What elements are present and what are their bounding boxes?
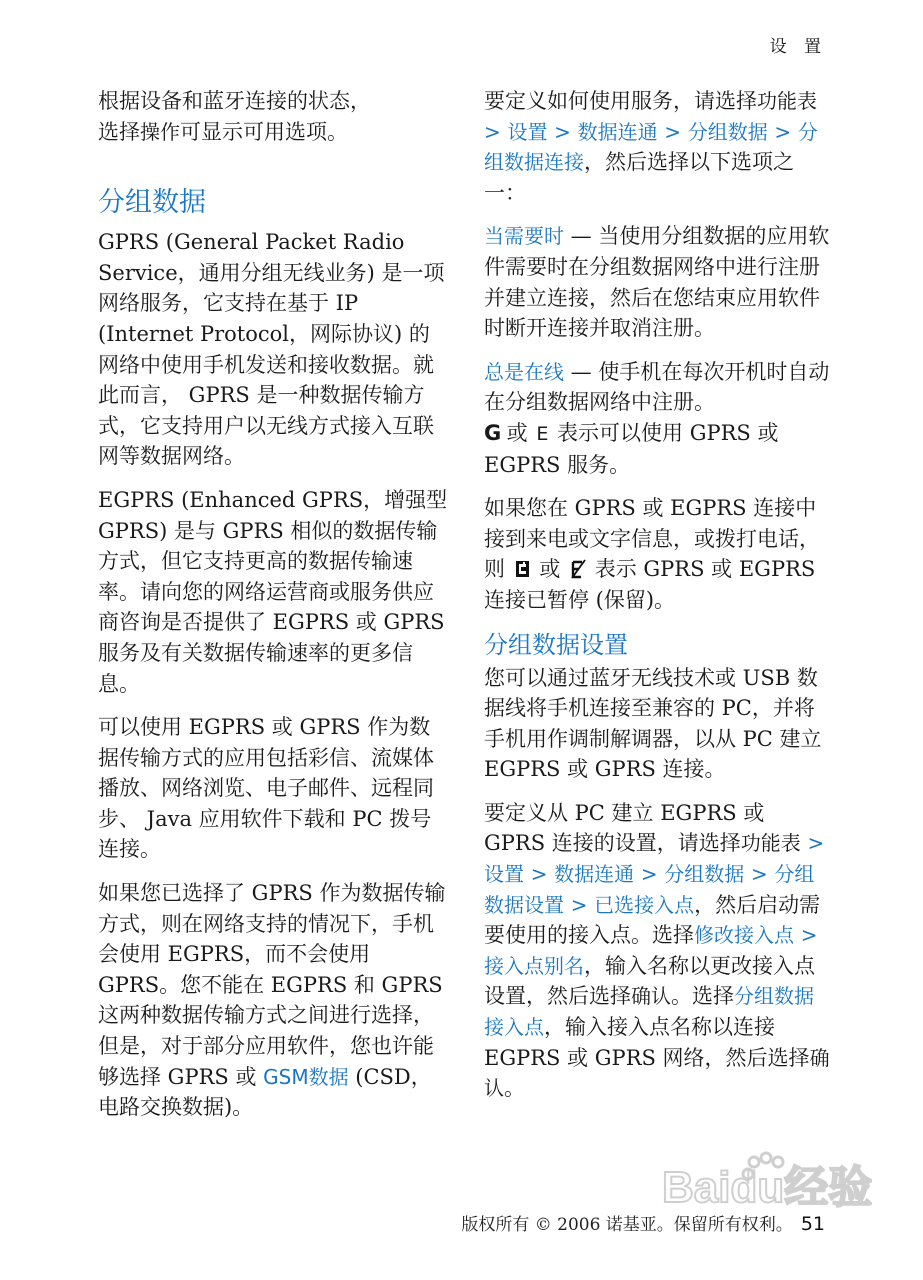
watermark-text: Baidu经验 [662, 1163, 872, 1212]
text-segment: ，输入名称以更改接入点设置，然后选择 [484, 953, 815, 1009]
menu-path-menu: 功能表 [740, 831, 801, 856]
pc-connection-paragraph: 您可以通过蓝牙无线技术或 USB 数据线将手机连接至兼容的 PC，并将手机用作调制解调器，以从 PC 建立 EGPRS 或 GPRS 连接。 [484, 665, 822, 782]
page-footer [0, 1210, 825, 1235]
menu-path-settings[interactable]: 设置 [484, 862, 524, 887]
right-column [484, 86, 830, 1117]
text-segment: 或 [532, 557, 568, 582]
egprs-e-icon: E [536, 422, 549, 445]
path-separator: > [554, 119, 571, 144]
egprs-suspended-icon [570, 557, 585, 577]
option-when-needed [484, 221, 830, 343]
menu-path-packet-data-connection[interactable]: 分组数据连接 [484, 119, 818, 175]
gprs-suspended-icon [515, 557, 530, 577]
service-definition-paragraph [484, 86, 830, 208]
menu-packet-data-access-point[interactable]: 分组数据接入点 [484, 984, 814, 1040]
confirm-option: 确认 [484, 1045, 830, 1101]
path-separator: > [774, 119, 792, 144]
text-segment: 。 [504, 1076, 525, 1101]
menu-path-active-access-point[interactable]: 已选接入点 [594, 892, 695, 917]
menu-path-menu: 功能表 [757, 89, 817, 113]
copyright-text: 版权所有 © 2006 诺基亚。保留所有权利。 [461, 1215, 793, 1235]
section-header: 设 置 [769, 37, 827, 57]
text-segment: 要定义如何使用服务，请选择 [484, 89, 757, 113]
confirm-option: 确认 [631, 984, 671, 1009]
bluetooth-options-paragraph [98, 86, 448, 147]
path-separator: > [800, 923, 818, 948]
text-segment: 要定义从 PC 建立 EGPRS 或 GPRS 连接的设置，请选择 [484, 800, 765, 856]
text-segment: 根据设备和蓝牙连接的状态， [98, 89, 371, 113]
text-segment: 表示 GPRS 或 EGPRS 连接已暂停 (保留)。 [484, 557, 816, 612]
text-segment: ，然后启动需要使用的接入点。选择 [484, 892, 821, 948]
menu-path-connectivity[interactable]: 数据连通 [554, 862, 635, 887]
path-separator: > [807, 831, 825, 856]
page-number: 51 [800, 1213, 825, 1235]
text-segment: ，然后选择以下选项之一： [484, 150, 794, 205]
gprs-g-icon: G [484, 420, 502, 445]
heading-packet-data: 分组数据 [98, 187, 206, 219]
option-term-always-online: 总是在线 [484, 359, 564, 384]
egprs-paragraph: EGPRS (Enhanced GPRS，增强型 GPRS) 是与 GPRS 相似的数据传输方式，但它支持更高的数据传输速率。请向您的网络运营商或服务供应商咨询是否提供了 EGPRS 或 GPRS 服务及有关数据传输速率的更多信息。 [98, 487, 448, 696]
menu-path-packet-data[interactable]: 分组数据 [664, 862, 745, 887]
menu-path-connectivity[interactable]: 数据连通 [577, 119, 658, 144]
path-separator: > [484, 119, 501, 144]
suspended-connection-paragraph [484, 493, 830, 615]
text-segment: 如果您在 GPRS 或 EGPRS 连接中接到来电或文字信息，或拨打电话，则 [484, 496, 820, 582]
path-separator: > [570, 892, 588, 917]
text-segment: 或 [500, 420, 535, 445]
path-separator: > [664, 119, 682, 144]
menu-path-packet-data[interactable]: 分组数据 [687, 119, 768, 144]
path-separator: > [750, 862, 768, 887]
text-segment: 可显示可用选项。 [180, 119, 348, 144]
gprs-selection-paragraph [98, 878, 448, 1123]
menu-access-point-alias[interactable]: 接入点别名 [484, 953, 584, 978]
menu-path-packet-data-settings[interactable]: 分组数据设置 [484, 862, 815, 917]
path-separator: > [640, 862, 658, 887]
text-segment: (CSD，电路交换数据)。 [98, 1064, 432, 1120]
gprs-paragraph: GPRS (General Packet Radio Service，通用分组无线业务) 是一项网络服务，它支持在基于 IP (Internet Protocol，网际协议) 的网络中使用手机发送和接收数据。就此而言， GPRS 是一种数据传输方式，它支持用户以无线方式接入互联网等数据网络。 [98, 230, 445, 469]
left-column [98, 86, 448, 1136]
text-segment: 。选择 [671, 984, 734, 1009]
applications-paragraph: 可以使用 EGPRS 或 GPRS 作为数据传输方式的应用包括彩信、流媒体播放、网络浏览、电子邮件、远程同步、 Java 应用软件下载和 PC 拨号连接。 [98, 715, 434, 862]
gsm-data-link[interactable]: GSM数据 [263, 1064, 349, 1089]
text-segment: ，输入接入点名称以连接 EGPRS 或 GPRS 网络，然后选择 [484, 1015, 810, 1070]
baidu-jingyan-watermark [662, 1150, 872, 1214]
option-always-online [484, 357, 830, 480]
heading-packet-data-settings: 分组数据设置 [484, 630, 628, 659]
menu-path-settings[interactable]: 设置 [507, 119, 548, 144]
option-term-when-needed: 当需要时 [484, 224, 564, 249]
menu-option-operations: 操作 [140, 119, 180, 144]
pc-settings-paragraph [484, 798, 830, 1104]
text-segment: — 当使用分组数据的应用软件需要时在分组数据网络中进行注册并建立连接，然后在您结束应用软件时断开连接并取消注册。 [484, 224, 830, 341]
text-segment: 选择 [98, 119, 140, 144]
text-segment: — 使手机在每次开机时自动在分组数据网络中注册。 [484, 359, 830, 415]
text-segment: 如果您已选择了 GPRS 作为数据传输方式，则在网络支持的情况下，手机会使用 EGPRS，而不会使用 GPRS。您不能在 EGPRS 和 GPRS 这两种数据传输方式之间进行选择，但是，对于部分应用软件，您也许能够选择 GPRS 或 [98, 881, 446, 1089]
text-segment: 表示可以使用 GPRS 或 EGPRS 服务。 [484, 420, 779, 477]
path-separator: > [530, 862, 548, 887]
menu-edit-access-point[interactable]: 修改接入点 [694, 923, 794, 948]
